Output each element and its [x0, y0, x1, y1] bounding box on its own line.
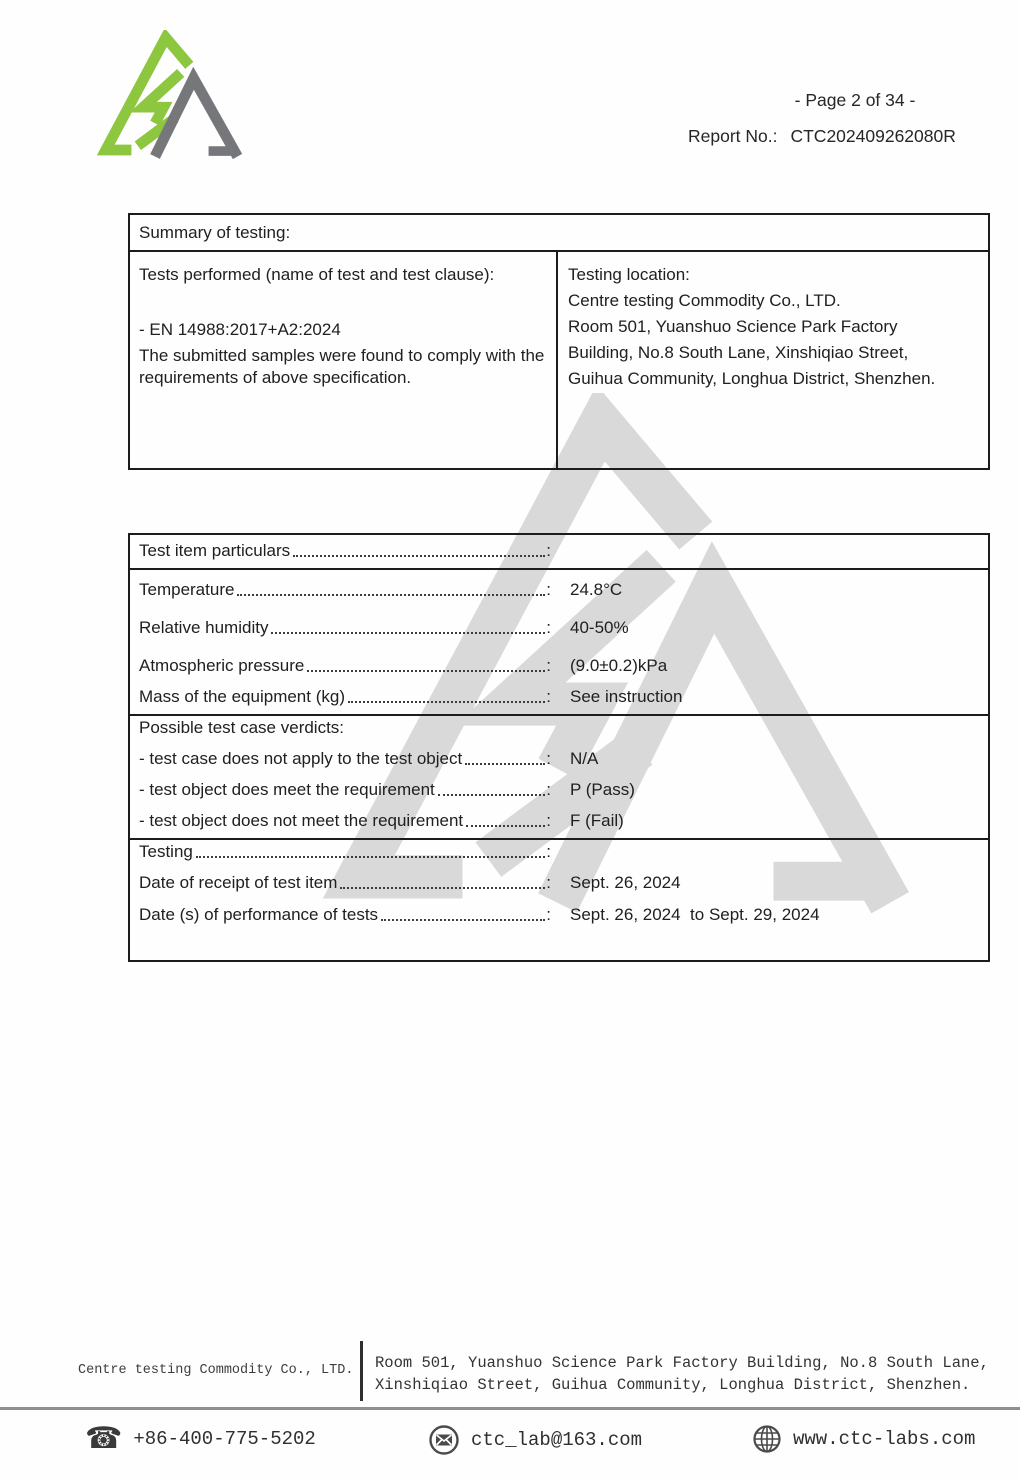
compliance-statement: The submitted samples were found to comply with the requirements of above specification.	[139, 346, 545, 387]
particulars-table	[128, 533, 990, 962]
section-header-row	[130, 714, 988, 745]
testing-location-address2: Guihua Community, Longhua District, Shenzhen.	[568, 369, 936, 388]
dotted-leader	[196, 856, 545, 858]
row-label: - test object does not meet the requirement	[139, 811, 464, 830]
phone-icon: ☎	[85, 1421, 123, 1456]
testing-location-heading: Testing location:	[568, 265, 690, 284]
row-value: 40-50%	[570, 618, 629, 637]
dotted-leader	[466, 825, 545, 827]
particular-row: Date of receipt of test item : Sept. 26, 2024	[139, 873, 681, 892]
row-label: Mass of the equipment (kg)	[139, 687, 345, 706]
dotted-leader	[307, 670, 545, 672]
footer-contacts	[0, 1416, 1020, 1472]
footer-address-line1: Room 501, Yuanshuo Science Park Factory Building, No.8 South Lane,	[375, 1354, 989, 1372]
dotted-leader	[381, 919, 545, 921]
particular-row: Temperature : 24.8°C	[130, 568, 988, 607]
particular-row: Atmospheric pressure : (9.0±0.2)kPa	[139, 656, 668, 675]
summary-table	[128, 213, 990, 470]
row-value: Sept. 26, 2024	[570, 873, 681, 892]
testing-location-company: Centre testing Commodity Co., LTD.	[568, 291, 841, 310]
test-standard: - EN 14988:2017+A2:2024	[139, 320, 341, 339]
particular-row: - test object does not meet the requirement : F (Fail)	[139, 811, 624, 830]
globe-icon	[752, 1424, 782, 1454]
row-value: N/A	[570, 749, 599, 768]
row-label: Atmospheric pressure	[139, 656, 305, 675]
report-number-line	[688, 126, 956, 147]
particular-row: - test case does not apply to the test object : N/A	[139, 749, 599, 768]
email-icon	[428, 1424, 460, 1456]
footer-address-line2: Xinshiqiao Street, Guihua Community, Longhua District, Shenzhen.	[375, 1376, 971, 1394]
particular-row: Test item particulars :	[139, 541, 551, 560]
testing-location-cell	[558, 252, 988, 468]
row-label: Test item particulars	[139, 541, 291, 560]
dotted-leader	[271, 632, 545, 634]
phone-number: +86-400-775-5202	[133, 1428, 316, 1450]
particular-row: Testing :	[130, 838, 988, 869]
particular-row: Mass of the equipment (kg) : See instruction	[139, 687, 683, 706]
particular-row: - test object does meet the requirement : P (Pass)	[139, 780, 635, 799]
particular-row: Date (s) of performance of tests : Sept. 26, 2024 to Sept. 29, 2024	[139, 905, 820, 924]
row-label: Temperature	[139, 580, 235, 599]
row-label: Relative humidity	[139, 618, 269, 637]
section-header-label: Possible test case verdicts:	[139, 718, 345, 737]
summary-table-title: Summary of testing:	[130, 215, 988, 252]
row-value: (9.0±0.2)kPa	[570, 656, 668, 675]
dotted-leader	[340, 887, 545, 889]
footer-divider	[360, 1341, 363, 1401]
testing-location-address1: Room 501, Yuanshuo Science Park Factory Building, No.8 South Lane, Xinshiqiao Street,	[568, 317, 909, 362]
row-value: P (Pass)	[570, 780, 635, 799]
dotted-leader	[438, 794, 546, 796]
row-value: F (Fail)	[570, 811, 624, 830]
row-label: - test object does meet the requirement	[139, 780, 435, 799]
report-no-label: Report No.:	[688, 126, 778, 146]
page-number: - Page 2 of 34 -	[794, 90, 916, 110]
tests-performed-cell	[130, 252, 558, 468]
particular-row: Relative humidity : 40-50%	[139, 618, 629, 637]
dotted-leader	[348, 701, 545, 703]
dotted-leader	[293, 555, 545, 557]
row-value: See instruction	[570, 687, 683, 706]
row-label: - test case does not apply to the test object	[139, 749, 463, 768]
footer-address	[375, 1352, 989, 1396]
row-value: 24.8°C	[570, 580, 623, 599]
website-contact	[752, 1424, 975, 1454]
logo-icon	[95, 30, 245, 164]
row-label: Date (s) of performance of tests	[139, 905, 379, 924]
row-value: Sept. 26, 2024 to Sept. 29, 2024	[570, 905, 820, 924]
company-logo	[95, 30, 245, 164]
row-label: Date of receipt of test item	[139, 873, 338, 892]
footer-company-name: Centre testing Commodity Co., LTD.	[78, 1363, 354, 1378]
dotted-leader	[465, 763, 545, 765]
tests-performed-heading: Tests performed (name of test and test clause):	[139, 265, 495, 284]
email-address: ctc_lab@163.com	[471, 1429, 643, 1451]
row-label: Testing	[139, 842, 193, 861]
phone-contact	[85, 1421, 316, 1456]
email-contact	[428, 1424, 642, 1456]
dotted-leader	[237, 594, 545, 596]
website-url: www.ctc-labs.com	[793, 1428, 976, 1450]
report-no-value: CTC202409262080R	[790, 126, 956, 146]
footer-rule	[0, 1407, 1020, 1410]
